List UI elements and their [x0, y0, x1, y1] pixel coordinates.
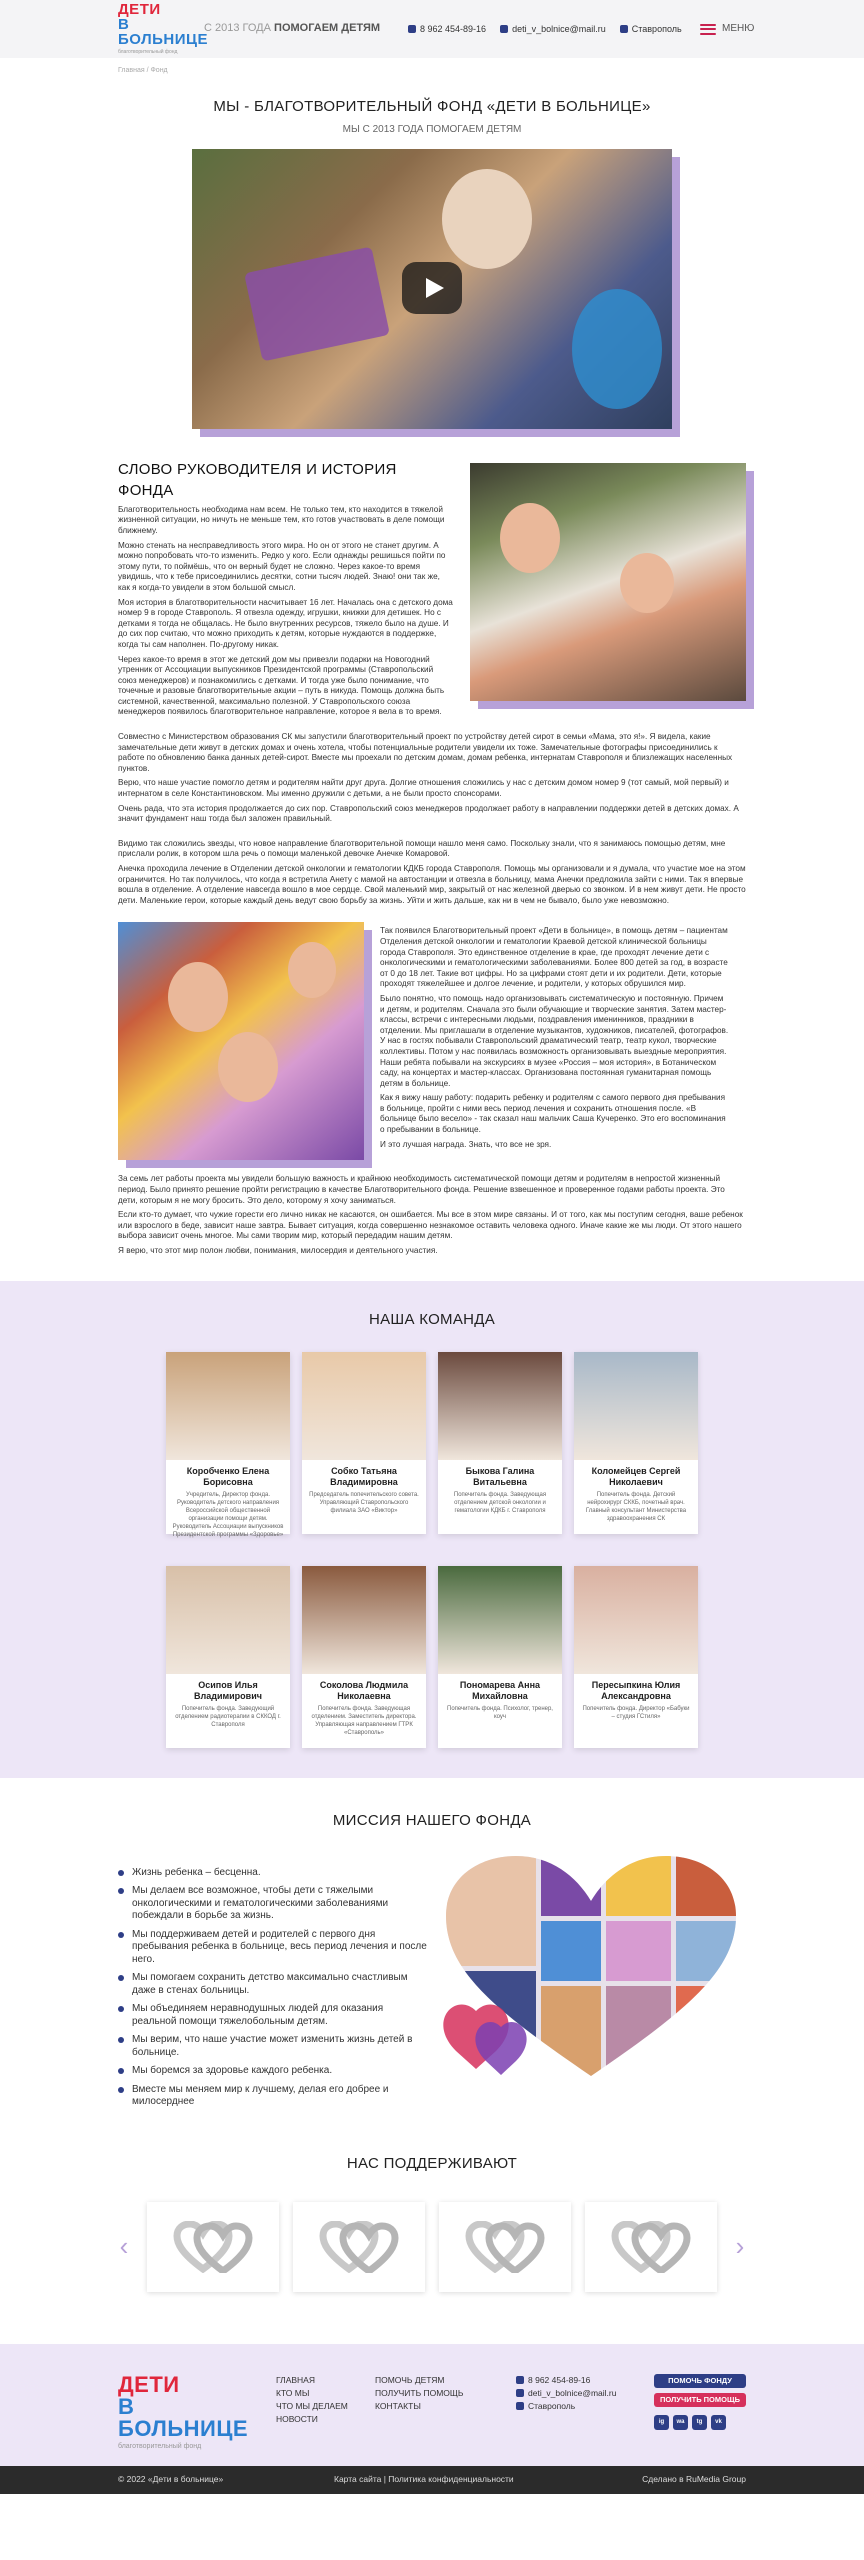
- developer-credit[interactable]: Сделано в RuMedia Group: [642, 2473, 746, 2484]
- history-intro: [118, 459, 454, 718]
- header-email[interactable]: [500, 23, 606, 36]
- history-paragraph: Можно стенать на несправедливость этого мира. Но он от этого не станет другим. А можно попробовать что-то изменить. Редко у кого. Если однажды решишься пойти по этому пути, то поймёшь, что он верный будет не сложно. Через какое-то время увидишь, что к тебе присоединились десятки, сотни тысяч людей. Знаю! они так же, как я когда-то увидели в этом большой смысл.: [118, 540, 446, 592]
- copyright-text: © 2022 «Дети в больнице»: [118, 2473, 224, 2484]
- phone-text: 8 962 454-89-16: [420, 23, 487, 34]
- email-text: deti_v_bolnice@mail.ru: [512, 23, 606, 34]
- mission-item: Мы поддерживаем детей и родителей с первого дня пребывания ребенка в больнице, весь период лечения и после него.: [118, 1929, 428, 1967]
- history-paragraph: Совместно с Министерством образования СК мы запустили благотворительный проект по устройству детей сирот в семьи «Мама, это я!». Я видела, какие замечательные дети живут в детских домах и очень хотела, чтобы потенциальные родители увидели их тоже. Замечательные фотографы присоединились к работе по обновлению банка данных детей-сирот. Вместе мы проехали по детским домам, домам ребенка, интернатам Ставрополя и близлежащих населенных пунктов.: [118, 732, 733, 773]
- mission-item: Мы делаем все возможное, чтобы дети с тяжелыми онкологическими и гематологическими заболеваниями побеждали в борьбе за жизнь.: [118, 1885, 428, 1923]
- logo-text: ДЕТИ: [118, 1, 161, 18]
- team-member-role: Попечитель фонда. Заведующий отделением радиотерапии в СККОД г. Ставрополя: [175, 1705, 281, 1728]
- footer-phone-text: 8 962 454-89-16: [528, 2374, 591, 2385]
- team-member-role: Попечитель фонда. Директор «Бабуки – студия ГСтиля»: [582, 1705, 690, 1720]
- site-footer: [0, 2344, 864, 2466]
- header-city: [620, 23, 682, 36]
- footer-nav-link[interactable]: ГЛАВНАЯ: [276, 2374, 315, 2385]
- logo-subtitle: благотворительный фонд: [118, 49, 178, 55]
- supporters-section: [0, 2153, 864, 2292]
- team-member-role: Председатель попечительского совета. Управляющий Ставропольского филиала ЗАО «Виктор»: [309, 1491, 419, 1514]
- location-icon: [620, 25, 628, 33]
- phone-icon: [408, 25, 416, 33]
- team-card: [302, 1352, 426, 1534]
- menu-button[interactable]: [700, 0, 754, 58]
- vk-icon[interactable]: vk: [711, 2415, 726, 2430]
- team-member-name: Осипов Илья Владимирович: [194, 1679, 262, 1701]
- team-title: НАША КОМАНДА: [368, 1310, 496, 1328]
- footer-nav-link[interactable]: НОВОСТИ: [276, 2413, 318, 2424]
- carousel-next-icon[interactable]: ›: [735, 2231, 745, 2262]
- mission-item: Мы верим, что наше участие может изменить жизнь детей в больнице.: [118, 2034, 428, 2059]
- supporter-logo[interactable]: [293, 2202, 425, 2292]
- wa-icon[interactable]: wa: [673, 2415, 688, 2430]
- history-paragraph: Моя история в благотворительности насчитывает 16 лет. Началась она с детского дома номер 9 в городе Ставрополь. Я отвезла одежду, игрушки, книжки для детишек. Но с детками я тогда не общалась. Не было внутренних ресурсов, тяжело было на душе. И до сих пор считаю, что можно приходить к детям, которые нуждаются в поддержке, когда ты сам наполнен. По-другому никак.: [118, 597, 453, 649]
- footer-nav-2: [375, 2374, 463, 2413]
- footer-contacts: [516, 2374, 616, 2413]
- play-icon[interactable]: [402, 262, 462, 314]
- mission-list: [118, 1851, 428, 2115]
- hearts-logo-icon: [465, 2221, 545, 2273]
- team-member-photo: [302, 1566, 426, 1674]
- team-member-name: Соколова Людмила Николаевна: [319, 1679, 409, 1701]
- burger-icon: [700, 24, 716, 35]
- video-thumbnail[interactable]: [192, 149, 672, 429]
- footer-email[interactable]: [516, 2387, 616, 2400]
- footer-logo-line1: ДЕТИ: [118, 2371, 180, 2397]
- footer-logo-line2: В БОЛЬНИЦЕ: [118, 2393, 249, 2441]
- supporter-logo[interactable]: [439, 2202, 571, 2292]
- team-member-role: Попечитель фонда. Заведующая отделением. Заместитель директора. Управляющая направлением ГТРК «Ставрополь»: [311, 1705, 417, 1736]
- history-paragraph: Если кто-то думает, что чужие горести его лично никак не касаются, он ошибается. Мы все в этом мире связаны. И от того, как мы поступим сегодня, ваше ребенок или взрослого в беде, зависит наше завтра. Бывает ситуация, когда совершенно незнакомое оставить человека одного. Иначе какие же мы люди. От этого нашего выбора зависит очень многое. Мы сами творим мир, который передадим нашим детям.: [118, 1210, 743, 1241]
- supporters-title: НАС ПОДДЕРЖИВАЮТ: [346, 2154, 518, 2172]
- site-logo[interactable]: [118, 1, 208, 56]
- footer-city-text: Ставрополь: [528, 2400, 576, 2411]
- team-member-role: Учредитель, Директор фонда. Руководитель детского направления Всероссийской общественной организации помощи детям. Руководитель Ассоциации выпускников Президентской программы «Здоровье»: [172, 1491, 284, 1538]
- footer-actions: [654, 2374, 746, 2430]
- mission-item: Вместе мы меняем мир к лучшему, делая его добрее и милосерднее: [118, 2084, 428, 2109]
- phone-icon: [516, 2376, 524, 2384]
- supporter-logo[interactable]: [585, 2202, 717, 2292]
- breadcrumb[interactable]: Главная / Фонд: [118, 67, 168, 74]
- team-member-photo: [166, 1352, 290, 1460]
- history-paragraph: Было понятно, что помощь надо организовывать систематическую и постоянную. Причем и детям, и родителям. Сначала это были обучающие и творческие занятия. Затем мастер-классы, встречи с интересными людьми, поздравления именинников, праздники в отделении. Мы приглашали в отделение музыкантов, художников, писателей, фотографов. У нас в гостях побывали Ставропольский драматический театр, театр кукол, творческие коллективы. Потом у нас появилась возможность организовывать выездные мероприятия. Наши ребята побывали на экскурсиях в музее «Россия – моя история», в Ботаническом саду, на концертах и мастер-классах. Организована постоянная гуманитарная помощь детям в больнице.: [380, 993, 729, 1088]
- tagline-bold: ПОМОГАЕМ ДЕТЯМ: [274, 22, 381, 35]
- footer-nav-1: [276, 2374, 348, 2426]
- team-member-name: Коломейцев Сергей Николаевич: [591, 1465, 681, 1487]
- team-member-photo: [574, 1352, 698, 1460]
- footer-nav-link[interactable]: КОНТАКТЫ: [375, 2400, 421, 2411]
- team-member-role: Попечитель фонда. Заведующая отделением детской онкологии и гематологии КДКБ г. Ставрополя: [453, 1491, 547, 1514]
- mission-title: МИССИЯ НАШЕГО ФОНДА: [332, 1811, 532, 1829]
- history-paragraph: Как я вижу нашу работу: подарить ребенку и родителям с самого первого дня пребывания в больнице, пройти с ними весь период лечения и сохранить отношения после. «В больнице было весело» - так сказал наш мальчик Саша Кучеренко. Это его воспоминания о пребывании в больнице.: [380, 1093, 726, 1135]
- legal-links[interactable]: Карта сайта | Политика конфиденциальности: [334, 2473, 514, 2484]
- history-paragraph: И это лучшая награда. Знать, что все не зря.: [380, 1139, 552, 1149]
- tg-icon[interactable]: tg: [692, 2415, 707, 2430]
- get-help-button[interactable]: ПОЛУЧИТЬ ПОМОЩЬ: [654, 2393, 746, 2407]
- team-member-name: Пономарева Анна Михайловна: [459, 1679, 541, 1701]
- logo-line2: [118, 16, 208, 48]
- team-member-role: Попечитель фонда. Детский нейрохирург СККБ, почетный врач. Главный консультант Министерства здравоохранения СК: [585, 1491, 687, 1522]
- history-paragraph: За семь лет работы проекта мы увидели большую важность и крайнюю необходимость систематической помощи детям и родителям в непростой жизненный период. Было принято решение пройти регистрацию в качестве Благотворительного фонда. Решение взвешенное и проверенное годами работы проекта. Это дети, которым я не могу бросить. Это дело, которому я хочу заниматься.: [118, 1174, 725, 1205]
- team-grid: [166, 1352, 698, 1748]
- logo-text-2: В БОЛЬНИЦЕ: [118, 16, 208, 48]
- hearts-logo-icon: [173, 2221, 253, 2273]
- team-card: [166, 1566, 290, 1748]
- footer-logo[interactable]: [118, 2371, 249, 2450]
- history-paragraph: Верю, что наше участие помогло детям и родителям найти друг друга. Долгие отношения сложились у нас с детским домом номер 9 (тот самый, мой первый) и интернатом в селе Константиновском. Мы именно дружили с детьми, а не были просто спонсорами.: [118, 778, 729, 799]
- heart-collage-graphic: [436, 1851, 746, 2081]
- history-paragraph: Очень рада, что эта история продолжается до сих пор. Ставропольский союз менеджеров продолжает работу в направлении поддержки детей в детских домах. А значит фундамент наш тогда был заложен правильный.: [118, 803, 739, 824]
- header-contacts: [408, 0, 682, 58]
- copyright-bar: [0, 2466, 864, 2494]
- carousel-prev-icon[interactable]: ‹: [119, 2231, 129, 2262]
- team-member-role: Попечитель фонда. Психолог, тренер, коуч: [447, 1705, 553, 1720]
- mail-icon: [516, 2389, 524, 2397]
- supporter-logo[interactable]: [147, 2202, 279, 2292]
- mail-icon: [500, 25, 508, 33]
- mission-section: [118, 1810, 746, 2115]
- footer-nav-link[interactable]: ПОЛУЧИТЬ ПОМОЩЬ: [375, 2387, 464, 2398]
- history-paragraph: Благотворительность необходима нам всем. Не только тем, кто находится в тяжелой жизненной ситуации, но ничуть не меньше тем, кто готов участвовать в деле помощи ближнему.: [118, 504, 445, 535]
- location-icon: [516, 2402, 524, 2410]
- mission-item: Мы объединяем неравнодушных людей для оказания реальной помощи тяжелобольным детям.: [118, 2003, 428, 2028]
- menu-label: МЕНЮ: [722, 23, 755, 34]
- team-member-name: Коробченко Елена Борисовна: [186, 1465, 270, 1487]
- team-card: [166, 1352, 290, 1538]
- heart-collage: [436, 1851, 746, 2081]
- team-card: [302, 1566, 426, 1748]
- history-paragraph: Анечка проходила лечение в Отделении детской онкологии и гематологии КДКБ города Ставрополя. Помощь мы организовали и я думала, что участие мое на этом ограничится. Но так получилось, что когда я встретила Анету с мамой на автостанции и отвезла в больницу, мама Анечки предложила зайти с ними. Так я впервые вошла в отделение. А отделение навсегда вошло в мое сердце. Свой маленький мир, закрытый от нас железной дверью со звонком. И в нем живут дети. Не просто дети. Маленькие герои, которые каждый день ведут свою борьбу за жизнь. Уйти и жить дальше, как ни в чем не бывало, было уже невозможно.: [118, 864, 746, 905]
- team-section: [0, 1281, 864, 1778]
- footer-nav-link[interactable]: ЧТО МЫ ДЕЛАЕМ: [276, 2400, 348, 2411]
- mission-item: Мы боремся за здоровье каждого ребенка.: [118, 2065, 428, 2078]
- mission-item: Мы помогаем сохранить детство максимально счастливым даже в стенах больницы.: [118, 1972, 428, 1997]
- kids-photo: [118, 922, 364, 1160]
- header-tagline: [204, 21, 380, 36]
- social-links: [654, 2415, 746, 2430]
- hearts-logo-icon: [319, 2221, 399, 2273]
- team-card: [438, 1566, 562, 1748]
- footer-email-text: deti_v_bolnice@mail.ru: [528, 2387, 617, 2398]
- history-paragraph: Я верю, что этот мир полон любви, понимания, милосердия и деятельного участия.: [118, 1245, 438, 1255]
- history-paragraph: Так появился Благотворительный проект «Дети в больнице», в помощь детям – пациентам Отделения детской онкологии и гематологии Краевой детской клинической больницы города Ставрополя. Это единственное отделение в крае, где проходят лечение дети с онкологическими и гематологическими заболеваниями. Более 800 детей за год, в возрасте от 0 до 18 лет. Такие вот цифры. Но за цифрами стоят дети и их родители. Дети, которые проходят тяжелейшее и долгое лечение, и родители, у которых обрушился мир.: [380, 926, 728, 989]
- team-card: [438, 1352, 562, 1534]
- history-title: СЛОВО РУКОВОДИТЕЛЯ И ИСТОРИЯ ФОНДА: [118, 460, 397, 499]
- footer-nav-link[interactable]: ПОМОЧЬ ДЕТЯМ: [375, 2374, 445, 2385]
- director-photo: [470, 463, 746, 701]
- team-member-photo: [438, 1566, 562, 1674]
- page-subtitle: МЫ С 2013 ГОДА ПОМОГАЕМ ДЕТЯМ: [342, 123, 522, 135]
- team-card: [574, 1566, 698, 1748]
- footer-phone[interactable]: [516, 2374, 616, 2387]
- tagline-prefix: С 2013 ГОДА: [204, 22, 271, 35]
- team-member-photo: [574, 1566, 698, 1674]
- hearts-logo-icon: [611, 2221, 691, 2273]
- team-card: [574, 1352, 698, 1534]
- history-section: [118, 459, 746, 1257]
- team-member-name: Собко Татьяна Владимировна: [330, 1465, 398, 1487]
- ig-icon[interactable]: ig: [654, 2415, 669, 2430]
- team-member-photo: [166, 1566, 290, 1674]
- footer-city: [516, 2400, 616, 2413]
- history-paragraph: Видимо так сложились звезды, что новое направление благотворительной помощи нашло меня само. Поскольку знали, что я занимаюсь помощью детям, мне прислали ролик, в котором шла речь о помощи маленькой девочке Анечке Комаровой.: [118, 838, 726, 859]
- mission-item: Жизнь ребенка – бесценна.: [118, 1867, 428, 1880]
- team-member-photo: [438, 1352, 562, 1460]
- city-text: Ставрополь: [631, 23, 682, 34]
- supporters-carousel: [0, 2202, 864, 2292]
- logo-line1: [118, 2, 190, 17]
- footer-nav-link[interactable]: КТО МЫ: [276, 2387, 310, 2398]
- history-project: [380, 922, 730, 1160]
- site-header: [0, 0, 864, 58]
- team-member-name: Пересыпкина Юлия Александровна: [591, 1679, 681, 1701]
- footer-logo-subtitle: благотворительный фонд: [118, 2442, 202, 2450]
- video-block: [192, 149, 672, 429]
- page-title: МЫ - БЛАГОТВОРИТЕЛЬНЫЙ ФОНД «ДЕТИ В БОЛЬНИЦЕ»: [213, 97, 651, 115]
- header-phone[interactable]: [408, 23, 486, 36]
- help-fund-button[interactable]: ПОМОЧЬ ФОНДУ: [654, 2374, 746, 2388]
- team-member-name: Быкова Галина Витальевна: [465, 1465, 535, 1487]
- team-member-photo: [302, 1352, 426, 1460]
- history-paragraph: Через какое-то время в этот же детский дом мы привезли подарки на Новогодний утренник от Ассоциации выпускников Президентской программы (Ставропольский союз менеджеров) и познакомились с детками. И тогда уже было понимание, что точечные и разовые благотворительные акции – путь в никуда. Помощь должна быть системной, качественной, максимально полезной. У Ставропольского союза менеджеров появилось благотворительное направление, которое я вела в то время.: [118, 654, 445, 717]
